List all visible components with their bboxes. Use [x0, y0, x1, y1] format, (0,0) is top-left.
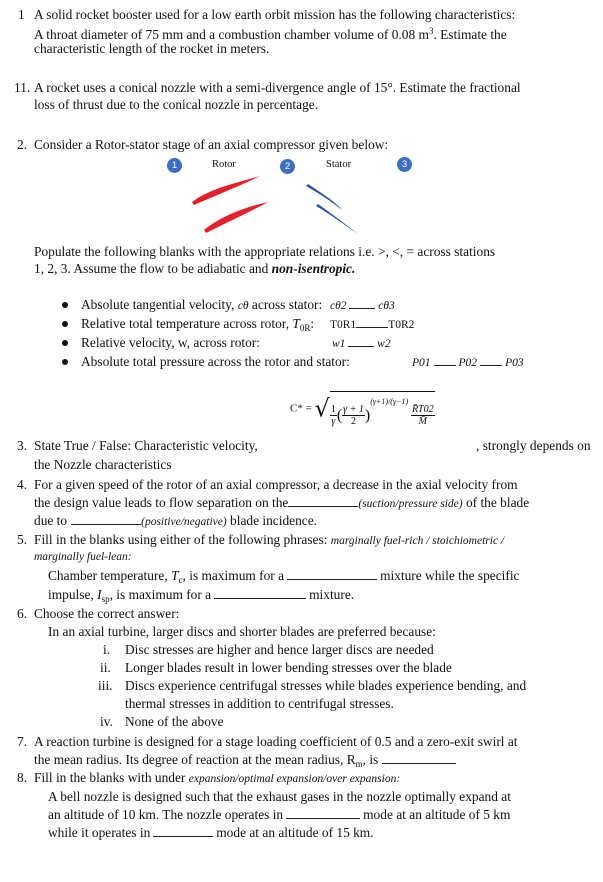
- fraction-3-den: M̄: [418, 415, 427, 427]
- answer-blank[interactable]: [214, 587, 306, 599]
- relation-blank[interactable]: [348, 335, 374, 347]
- q1-line2-tail: . Estimate the: [433, 27, 507, 42]
- fraction-2-den: 2: [351, 415, 357, 427]
- q2-item-1-sym: cθ: [237, 300, 249, 312]
- q8-line3-text: an altitude of 10 km. The nozzle operates in: [48, 807, 284, 822]
- q6-option-iii[interactable]: Discs experience centrifugal stresses while blades experience bending, and: [125, 678, 527, 693]
- q5-isp-symbol: I: [97, 587, 102, 602]
- relation-blank[interactable]: [434, 354, 456, 366]
- q2-item-4: Absolute total pressure across the rotor and stator:: [81, 354, 350, 369]
- q3-line2: the Nozzle characteristics: [34, 457, 172, 472]
- paren-close: ): [364, 406, 371, 424]
- q6-line1: Choose the correct answer:: [34, 606, 180, 621]
- fraction-3: [411, 404, 435, 427]
- q8-line2: A bell nozzle is designed such that the exhaust gases in the nozzle optimally expand at: [48, 789, 511, 804]
- q2-item-2-text: Relative total temperature across rotor,: [81, 316, 293, 331]
- q8-number: 8.: [17, 770, 28, 785]
- relation-left: cθ2: [330, 300, 347, 312]
- stator-blade-lower: [316, 204, 358, 234]
- q1-number: 1: [18, 7, 25, 22]
- q2-item-4-relation: [412, 354, 524, 372]
- q2-populate-emphasis: non-isentropic.: [271, 261, 356, 276]
- relation-mid: P02: [458, 357, 478, 369]
- rotor-stator-diagram: [180, 168, 380, 240]
- q2-item-1: [81, 296, 322, 315]
- q2-populate-line1: Populate the following blanks with the appropriate relations i.e. >, <, = across stations: [34, 244, 496, 259]
- q5-number: 5.: [17, 532, 28, 547]
- formula-exponent: (γ+1)/(γ−1): [370, 397, 409, 406]
- q2-item-2-sub: 0R: [299, 323, 311, 333]
- stator-blade-upper: [306, 184, 342, 210]
- relation-right: P03: [505, 357, 524, 369]
- q1-line2-text: A throat diameter of 75 mm and a combustion chamber volume of 0.08 m: [34, 27, 429, 42]
- q4-line3-tail: blade incidence.: [226, 513, 318, 528]
- q2-populate-text: 1, 2, 3. Assume the flow to be adiabatic and: [34, 261, 272, 276]
- rotor-blade-lower: [204, 202, 268, 233]
- q6-option-iii-cont: thermal stresses in addition to centrifugal stresses.: [125, 696, 394, 711]
- relation-right: T0R2: [388, 319, 415, 331]
- formula-lhs: C* =: [290, 402, 312, 415]
- q3-tail: , strongly depends on: [476, 438, 591, 453]
- fraction-3-num: R̄T02: [411, 403, 434, 415]
- q8-line4: [48, 824, 374, 841]
- q6-option-num: iii.: [98, 678, 113, 693]
- q8-line1: [34, 769, 400, 788]
- q3-text: State True / False: Characteristic velocity,: [34, 438, 258, 453]
- q2-number: 2.: [17, 137, 28, 152]
- fraction-1: [330, 404, 337, 427]
- q7-line2-tail: , is: [362, 752, 379, 767]
- q5-line1-text: Fill in the blanks using either of the following phrases:: [34, 532, 331, 547]
- q7-line1: A reaction turbine is designed for a stage loading coefficient of 0.5 and a zero-exit swirl at: [34, 734, 518, 749]
- q5-line3-text: Chamber temperature,: [48, 568, 172, 583]
- fraction-1-den: γ: [331, 415, 336, 427]
- relation-left: T0R1: [330, 319, 357, 331]
- answer-blank[interactable]: [71, 513, 141, 525]
- q4-line1: For a given speed of the rotor of an axial compressor, a decrease in the axial velocity from: [34, 477, 518, 492]
- q4-line2: [34, 494, 529, 513]
- q7-number: 7.: [17, 734, 28, 749]
- rotor-label: Rotor: [212, 159, 236, 170]
- bullet-dot: [62, 340, 68, 346]
- q2-item-2-tail: :: [310, 316, 315, 331]
- station-1-badge: 1: [167, 158, 182, 173]
- q4-line2-choice: (suction/pressure side): [358, 498, 463, 510]
- q2-item-2-sym: T: [292, 316, 300, 331]
- bullet-dot: [62, 321, 68, 327]
- q7-line2-text: the mean radius. Its degree of reaction at the mean radius, R: [34, 752, 356, 767]
- q1-line3: characteristic length of the rocket in meters.: [34, 41, 270, 56]
- q6-option-num: iv.: [100, 714, 113, 729]
- sqrt-sign: √: [314, 394, 330, 423]
- q2-line1: Consider a Rotor-stator stage of an axial compressor given below:: [34, 137, 389, 152]
- q7-rm-sub: m: [355, 759, 363, 769]
- q4-line3-text: due to: [34, 513, 68, 528]
- relation-blank[interactable]: [356, 316, 388, 328]
- answer-blank[interactable]: [287, 568, 377, 580]
- q8-line4-tail: mode at an altitude of 15 km.: [216, 825, 374, 840]
- answer-blank[interactable]: [286, 807, 360, 819]
- q11-number: 11.: [14, 80, 31, 95]
- q6-option-num: i.: [103, 642, 111, 657]
- q2-item-3: Relative velocity, w, across rotor:: [81, 335, 260, 350]
- q3-formula: [290, 391, 435, 427]
- q8-line3: [48, 806, 510, 823]
- rotor-blade-upper: [192, 176, 260, 205]
- answer-blank[interactable]: [153, 825, 213, 837]
- q2-item-3-relation: [332, 335, 391, 353]
- q5-line3-tail: mixture while the specific: [380, 568, 520, 583]
- q5-isp-sub: sp: [101, 594, 110, 604]
- station-2-badge: 2: [280, 159, 295, 174]
- q4-line2-text: the design value leads to flow separation on the: [34, 495, 289, 510]
- bullet-dot: [62, 359, 68, 365]
- q6-option-num: ii.: [100, 660, 111, 675]
- q5-line3-mid: , is maximum for a: [182, 568, 285, 583]
- q5-line4-mid: , is maximum for a: [109, 587, 212, 602]
- q5-line2: marginally fuel-lean:: [34, 551, 132, 563]
- relation-right: cθ3: [378, 300, 395, 312]
- q4-line2-tail: of the blade: [462, 495, 530, 510]
- q5-line4-text: impulse,: [48, 587, 98, 602]
- q8-line4-text: while it operates in: [48, 825, 151, 840]
- station-3-badge: 3: [397, 157, 412, 172]
- q11-line1: A rocket uses a conical nozzle with a semi-divergence angle of 15°. Estimate the fractional: [34, 80, 521, 95]
- q2-item-2-relation: [330, 316, 414, 334]
- q1-line2-sup: 3: [428, 26, 434, 36]
- sqrt-body: [330, 391, 435, 427]
- q2-item-1-tail: across stator:: [248, 297, 323, 312]
- answer-blank[interactable]: [382, 752, 456, 764]
- q8-line3-tail: mode at an altitude of 5 km: [363, 807, 511, 822]
- q6-stem: In an axial turbine, larger discs and shorter blades are preferred because:: [48, 624, 436, 639]
- relation-blank[interactable]: [349, 297, 375, 309]
- q5-line1-phrases: marginally fuel-rich / stoichiometric /: [330, 535, 505, 547]
- q6-option-ii[interactable]: Longer blades result in lower bending stresses over the blade: [125, 660, 452, 675]
- q4-number: 4.: [17, 477, 28, 492]
- q2-item-1-text: Absolute tangential velocity,: [81, 297, 238, 312]
- relation-left: w1: [332, 338, 346, 350]
- q8-line1-text: Fill in the blanks with under: [34, 770, 189, 785]
- q5-line1: [34, 531, 504, 550]
- fraction-1-num: 1: [330, 403, 336, 415]
- q6-option-i[interactable]: Disc stresses are higher and hence larger discs are needed: [125, 642, 434, 657]
- q6-option-iv[interactable]: None of the above: [125, 714, 224, 729]
- q4-line3: [34, 512, 317, 531]
- q11-line2: loss of thrust due to the conical nozzle in percentage.: [34, 97, 319, 112]
- q2-populate-line2: [34, 260, 355, 277]
- stator-label: Stator: [326, 159, 352, 170]
- relation-right: w2: [377, 338, 391, 350]
- fraction-2: [342, 404, 365, 427]
- relation-left: P01: [412, 357, 431, 369]
- relation-blank[interactable]: [480, 354, 502, 366]
- q5-line4-tail: mixture.: [309, 587, 355, 602]
- q5-tc-sub: c: [178, 575, 183, 585]
- q4-line3-choice: (positive/negative): [141, 516, 227, 528]
- q6-number: 6.: [17, 606, 28, 621]
- paren-open: (: [336, 406, 343, 424]
- q8-line1-choices: expansion/optimal expansion/over expansion:: [188, 773, 401, 785]
- bullet-dot: [62, 302, 68, 308]
- q2-item-1-relation: [330, 297, 395, 315]
- q5-tc-symbol: T: [171, 568, 179, 583]
- answer-blank[interactable]: [288, 495, 358, 507]
- fraction-2-num: γ + 1: [343, 403, 364, 415]
- q3-number: 3.: [17, 438, 28, 453]
- q1-line1: A solid rocket booster used for a low earth orbit mission has the following characteristics:: [34, 7, 516, 22]
